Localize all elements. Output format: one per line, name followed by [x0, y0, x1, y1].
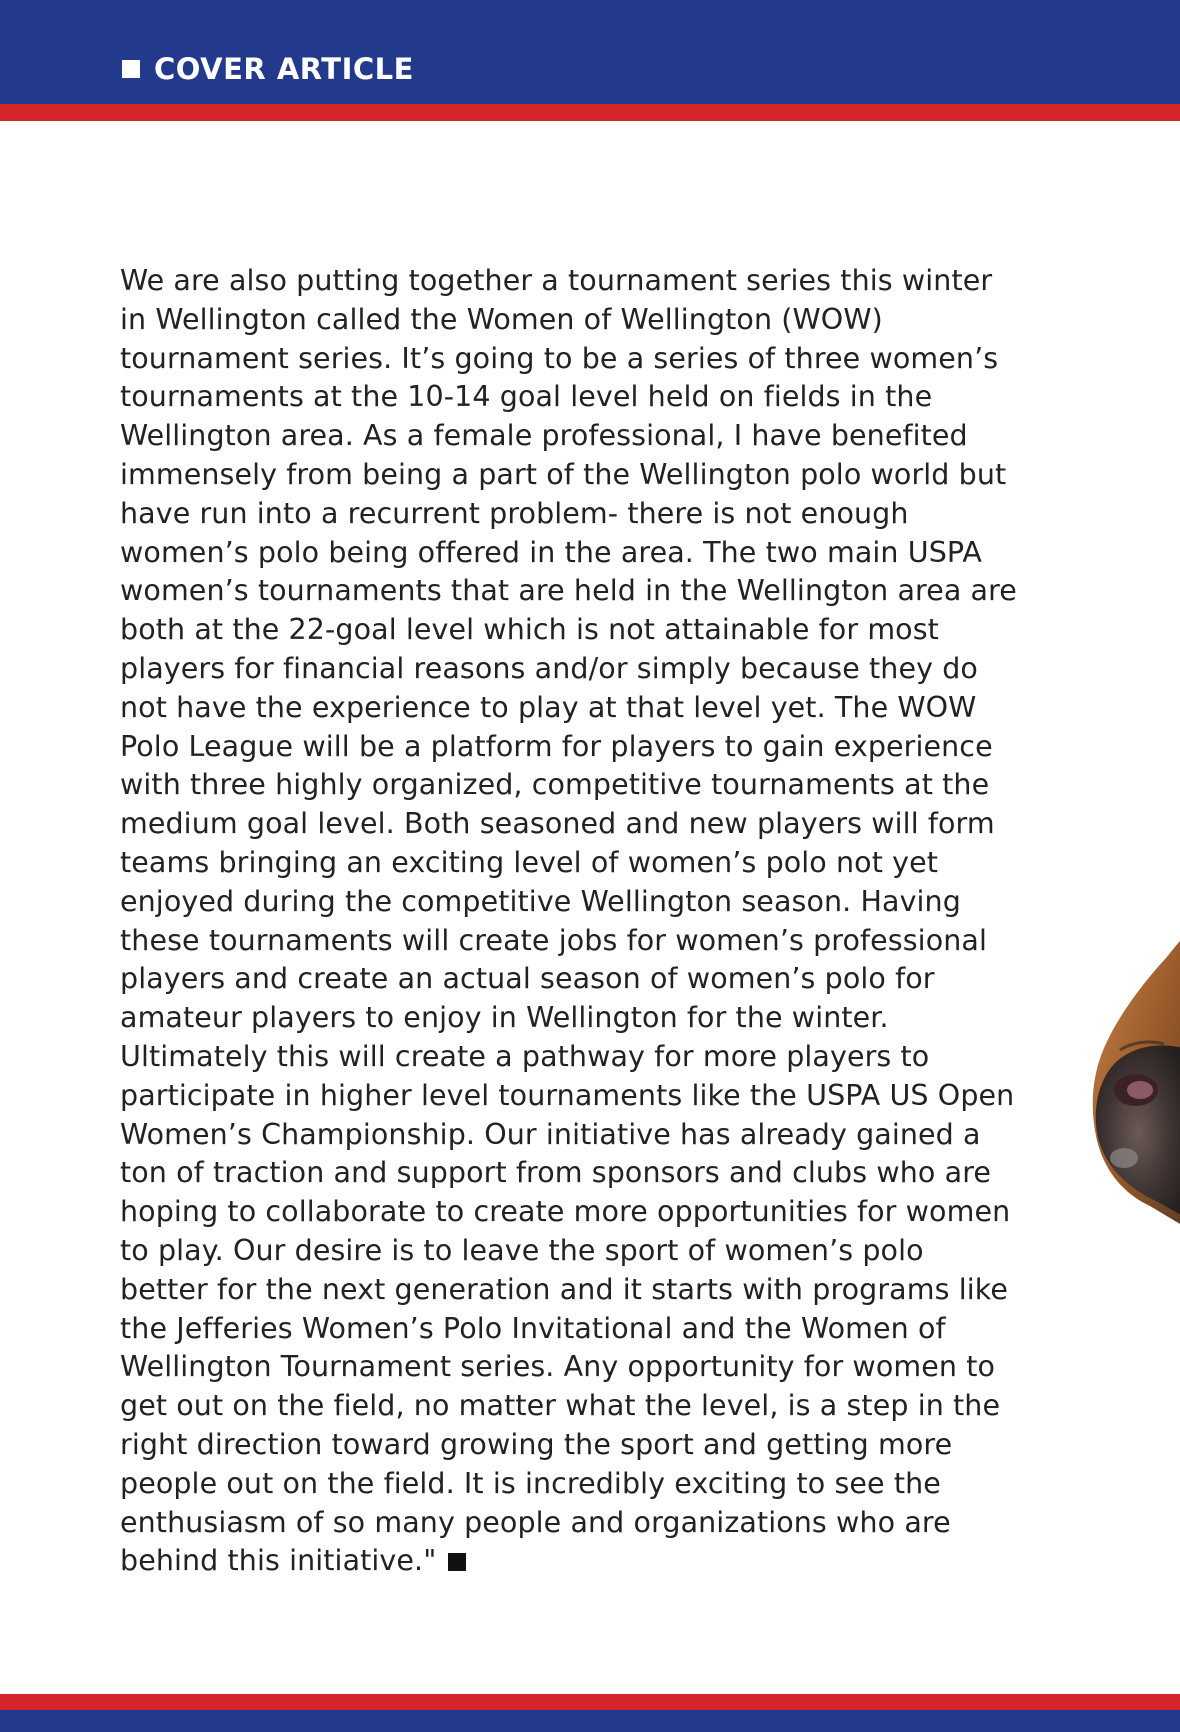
footer-band [0, 1710, 1180, 1732]
article-line: We are also putting together a tournament series this winter [120, 264, 993, 297]
article-line: enjoyed during the competitive Wellington season. Having [120, 884, 961, 918]
article-body [120, 262, 1075, 1581]
square-bullet-icon [122, 60, 140, 78]
horse-nose-image [1080, 930, 1180, 1230]
article-line: Wellington Tournament series. Any opportunity for women to [120, 1350, 996, 1384]
footer-red-stripe [0, 1694, 1180, 1710]
article-line: have run into a recurrent problem- there is not enough [120, 496, 909, 530]
article-line: Polo League will be a platform for players to gain experience [120, 729, 993, 763]
article-line: people out on the field. It is incredibly exciting to see the [120, 1466, 941, 1500]
article-line: players and create an actual season of women’s polo for [120, 962, 935, 996]
article-line: ton of traction and support from sponsors and clubs who are [120, 1156, 992, 1190]
article-line: these tournaments will create jobs for women’s professional [120, 923, 987, 957]
article-line: get out on the field, no matter what the level, is a step in the [120, 1389, 1001, 1423]
article-line: teams bringing an exciting level of women’s polo not yet [120, 845, 939, 879]
article-line: to play. Our desire is to leave the sport of women’s polo [120, 1233, 924, 1267]
article-line: both at the 22-goal level which is not attainable for most [120, 613, 939, 647]
header-red-stripe [0, 104, 1180, 121]
article-line: right direction toward growing the sport and getting more [120, 1427, 953, 1461]
article-line-text: behind this initiative." [120, 1544, 437, 1578]
article-line: tournaments at the 10-14 goal level held on fields in the [120, 380, 933, 414]
article-line: with three highly organized, competitive tournaments at the [120, 768, 990, 802]
article-last-line [120, 1542, 1075, 1581]
article-line: not have the experience to play at that level yet. The WOW [120, 690, 977, 724]
article-line: the Jefferies Women’s Polo Invitational and the Women of [120, 1311, 946, 1345]
article-line: hoping to collaborate to create more opportunities for women [120, 1195, 1011, 1229]
article-line: enthusiasm of so many people and organizations who are [120, 1505, 951, 1539]
article-line: women’s polo being offered in the area. The two main USPA [120, 535, 982, 569]
article-line: immensely from being a part of the Wellington polo world but [120, 457, 1007, 491]
article-line: Women’s Championship. Our initiative has already gained a [120, 1117, 981, 1151]
article-line: tournament series. It’s going to be a series of three women’s [120, 341, 999, 375]
section-label-text: COVER ARTICLE [154, 52, 414, 86]
article-line: in Wellington called the Women of Wellington (WOW) [120, 302, 883, 336]
article-line: Wellington area. As a female professional, I have benefited [120, 419, 968, 453]
article-line: participate in higher level tournaments like the USPA US Open [120, 1078, 1015, 1112]
article-line: Ultimately this will create a pathway for more players to [120, 1039, 930, 1073]
article-line: players for financial reasons and/or simply because they do [120, 651, 978, 685]
article-line: amateur players to enjoy in Wellington for the winter. [120, 1001, 889, 1035]
article-line: medium goal level. Both seasoned and new players will form [120, 807, 995, 841]
article-line: better for the next generation and it starts with programs like [120, 1272, 1008, 1306]
section-label [122, 50, 414, 88]
article-line: women’s tournaments that are held in the Wellington area are [120, 574, 1017, 608]
end-of-article-square-icon [448, 1553, 466, 1571]
